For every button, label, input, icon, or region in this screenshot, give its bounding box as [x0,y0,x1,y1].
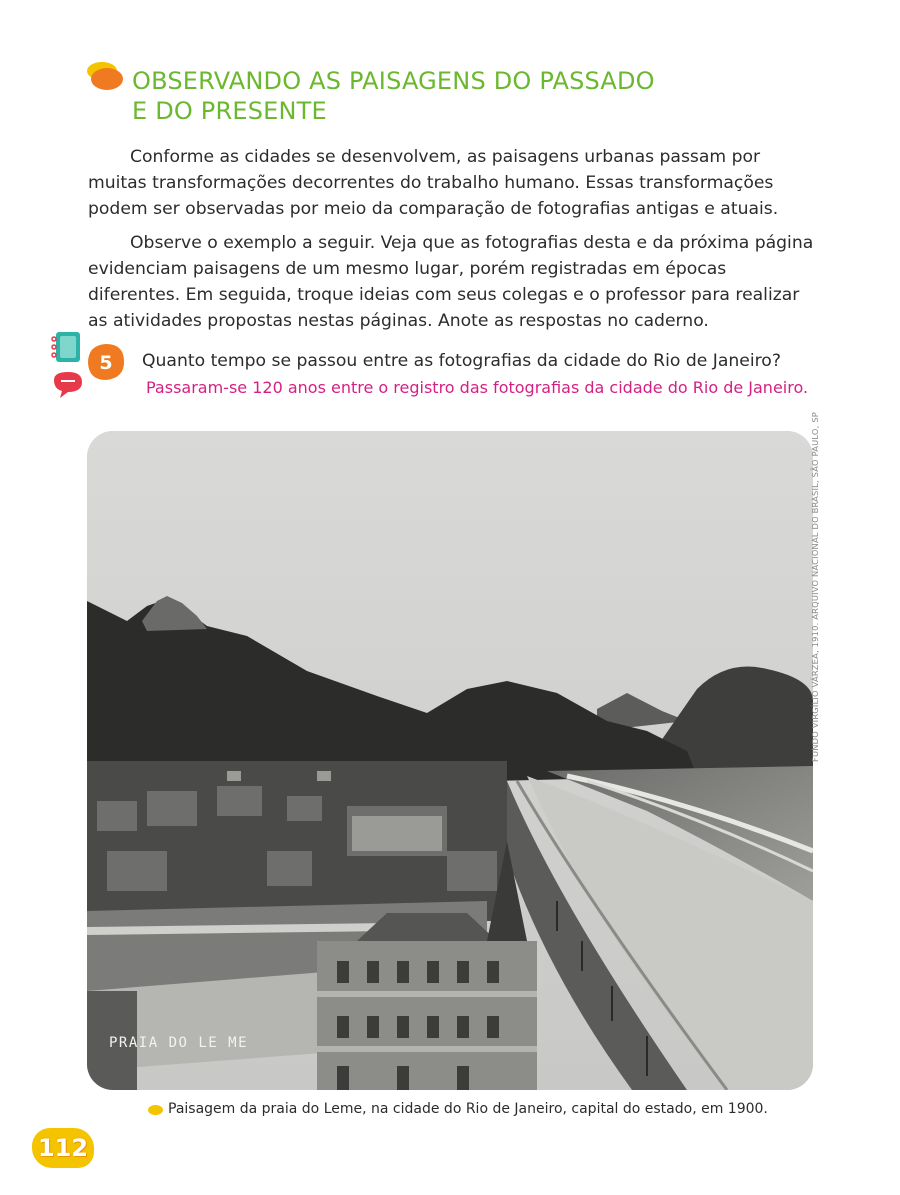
speech-bubble-icon [54,372,82,398]
photo-caption: Paisagem da praia do Leme, na cidade do Rio de Janeiro, capital do estado, em 1900. [168,1101,768,1117]
caption-bullet-icon [148,1105,163,1115]
page-title [132,66,655,126]
question-number-badge [86,342,126,382]
activity-icons [48,332,88,408]
answer-text: Passaram-se 120 anos entre o registro das fotografias da cidade do Rio de Janeiro. [146,378,809,397]
question-number: 5 [99,352,113,374]
title-blob-icon [86,60,126,92]
question-text: Quanto tempo se passou entre as fotografias da cidade do Rio de Janeiro? [142,351,781,371]
photo-credit: FUNDO VIRGÍLIO VÁRZEA, 1910. ARQUIVO NACIONAL DO BRASIL, SÃO PAULO, SP [810,411,820,762]
title-line-1: OBSERVANDO AS PAISAGENS DO PASSADO [132,67,655,95]
notebook-icon [52,332,80,362]
paragraph-intro: Conforme as cidades se desenvolvem, as paisagens urbanas passam por muitas transformações decorrentes do trabalho humano. Essas transformações podem ser observadas por meio da comparação de fotografias antigas e atuais. [88,147,779,219]
paragraph-instructions: Observe o exemplo a seguir. Veja que as fotografias desta e da próxima página evidenciam paisagens de um mesmo lugar, porém registradas em épocas diferentes. Em seguida, troque ideias com seus colegas e o professor para realizar as atividades propostas nestas páginas. Anote as respostas no caderno. [88,233,814,331]
page-number: 112 [32,1128,94,1168]
title-line-2: E DO PRESENTE [132,97,327,125]
photo-inner-label: PRAIA DO LE ME [109,1035,249,1051]
historical-photo [87,431,813,1090]
